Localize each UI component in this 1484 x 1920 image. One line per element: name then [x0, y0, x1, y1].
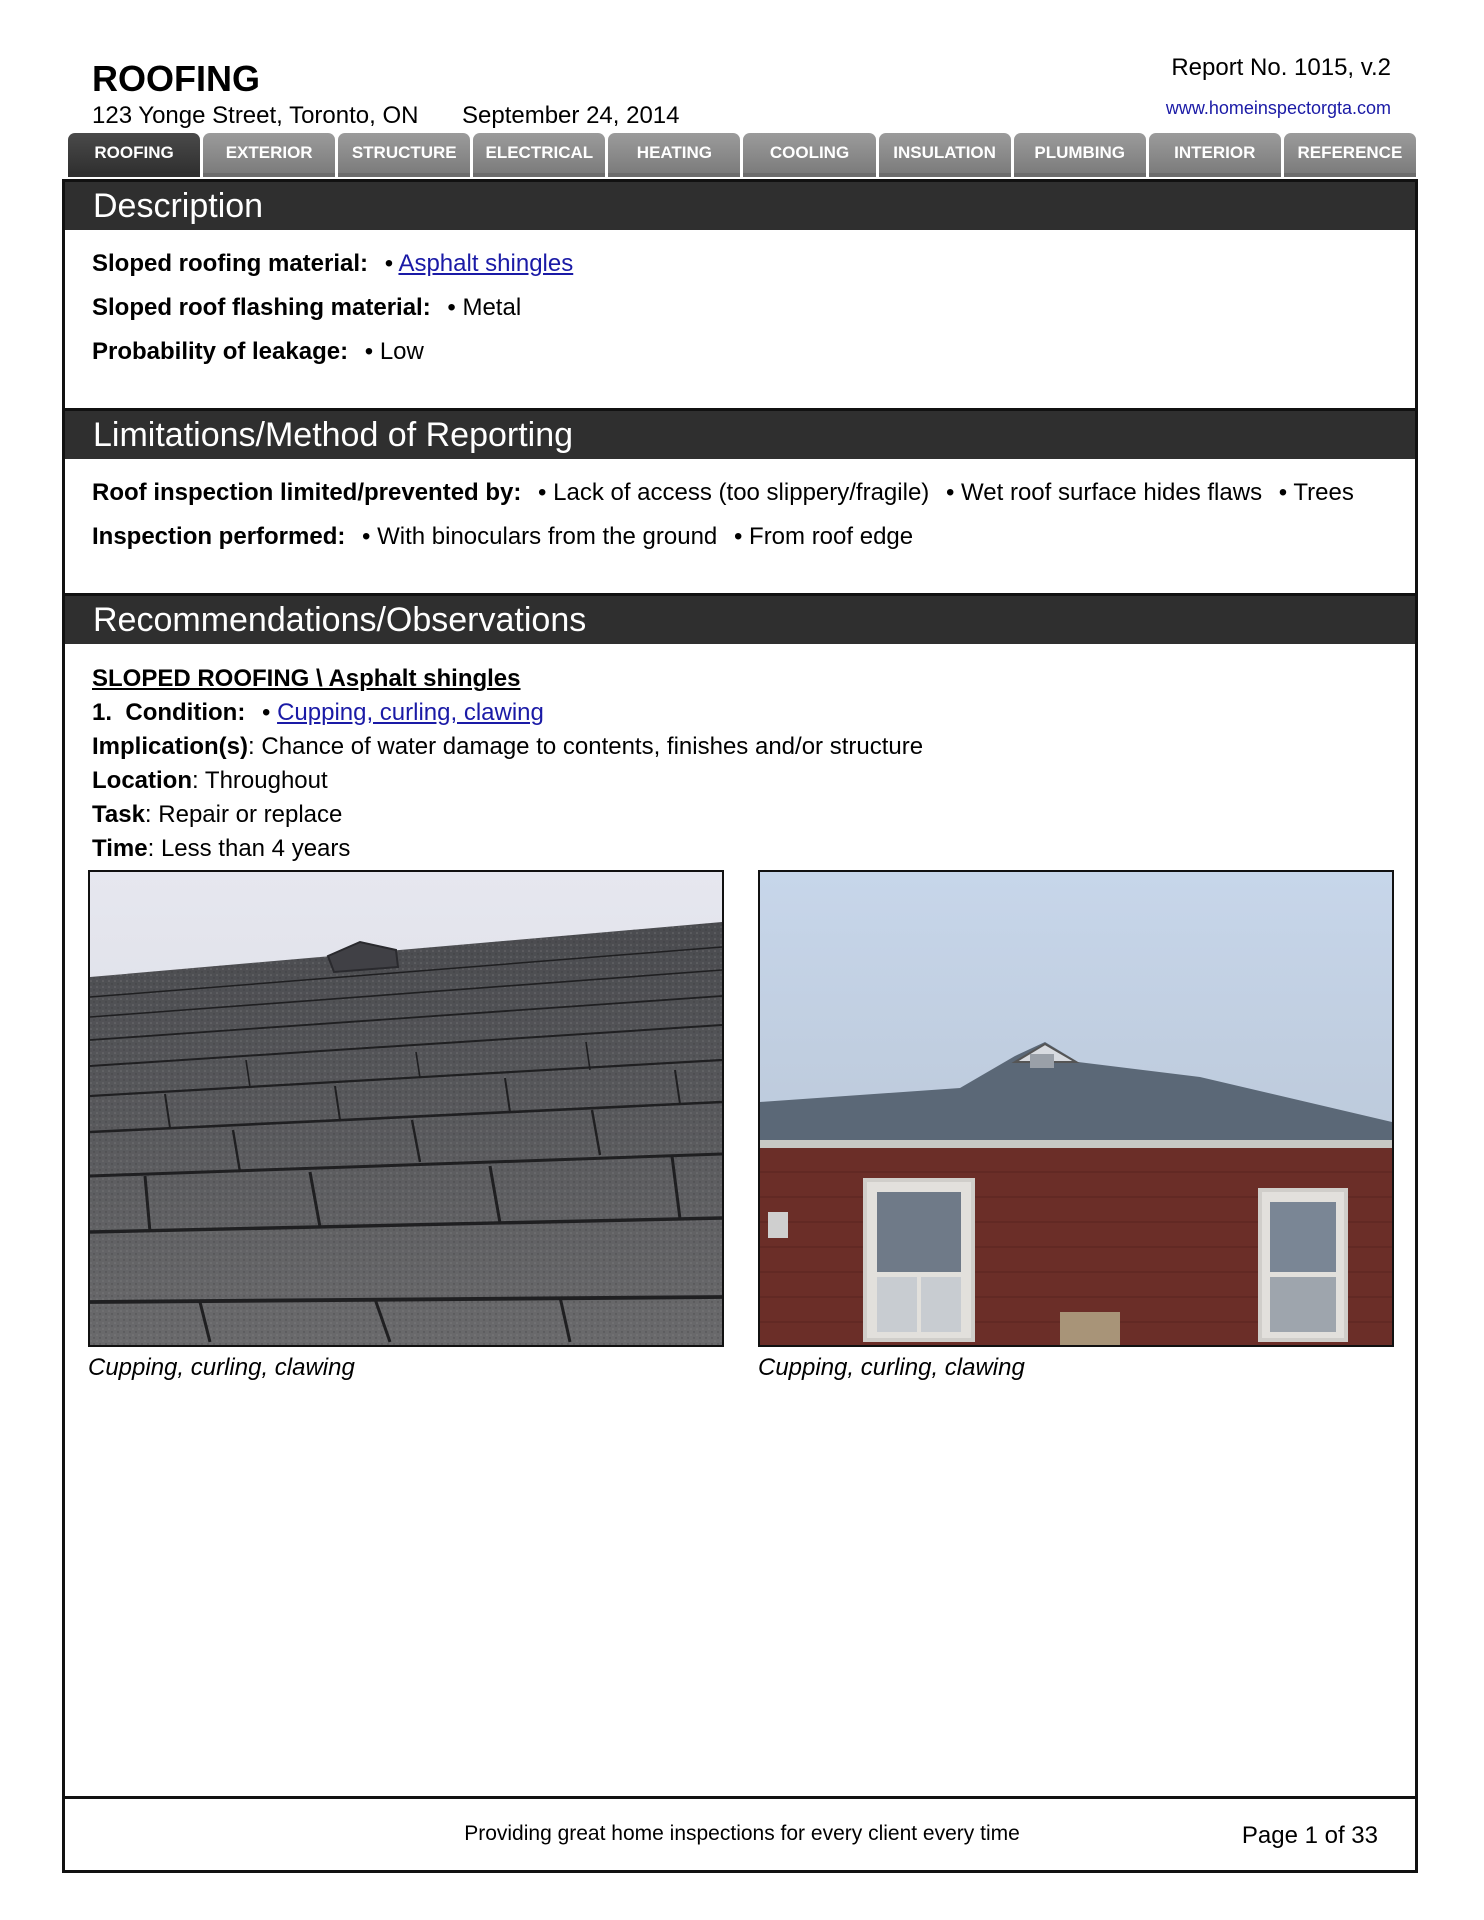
asphalt-shingles-link[interactable]: Asphalt shingles [398, 250, 574, 277]
footer-tagline: Providing great home inspections for every client every time [464, 1822, 1020, 1845]
bullet: • [945, 479, 955, 506]
description-row [92, 294, 521, 322]
task-value: Repair or replace [158, 801, 343, 828]
limitations-row [92, 523, 913, 551]
report-number: Report No. 1015, v.2 [1171, 54, 1391, 81]
location-value: Throughout [204, 767, 328, 794]
shingles-image [90, 872, 722, 1345]
location-label: Location [92, 767, 192, 794]
item-number: 1. [92, 699, 113, 726]
tab-cooling[interactable]: COOLING [743, 133, 875, 177]
row-label: Inspection performed: [92, 523, 346, 550]
tab-plumbing[interactable]: PLUMBING [1014, 133, 1146, 177]
implications-line: Implication(s): Chance of water damage to contents, finishes and/or structure [92, 733, 924, 760]
bullet: • [538, 479, 547, 506]
bullet: • [447, 294, 456, 321]
house-image [760, 872, 1392, 1345]
tab-heating[interactable]: HEATING [608, 133, 740, 177]
implications-value: Chance of water damage to contents, finishes and/or structure [261, 733, 924, 760]
recommendations-heading: Recommendations/Observations [65, 596, 1415, 644]
row-value: With binoculars from the ground [377, 523, 718, 550]
tab-reference[interactable]: REFERENCE [1284, 133, 1416, 177]
task-label: Task [92, 801, 145, 828]
condition-label: Condition: [125, 699, 246, 726]
photo-shingles-closeup[interactable] [88, 870, 724, 1347]
row-label: Sloped roofing material: [92, 250, 369, 277]
time-line: Time: Less than 4 years [92, 835, 351, 862]
tab-insulation[interactable]: INSULATION [879, 133, 1011, 177]
row-value: Metal [462, 294, 522, 321]
time-value: Less than 4 years [160, 835, 351, 862]
page-title: ROOFING [92, 58, 260, 99]
row-label: Sloped roof flashing material: [92, 294, 431, 321]
tab-interior[interactable]: INTERIOR [1149, 133, 1281, 177]
row-label: Probability of leakage: [92, 338, 349, 365]
row-value: Lack of access (too slippery/fragile) [553, 479, 930, 506]
row-value: Trees [1293, 479, 1354, 506]
bullet: • [261, 699, 271, 726]
photo-house-roofline[interactable] [758, 870, 1394, 1347]
bullet: • [364, 338, 374, 365]
tab-exterior[interactable]: EXTERIOR [203, 133, 335, 177]
tab-structure[interactable]: STRUCTURE [338, 133, 470, 177]
photo-caption: Cupping, curling, clawing [758, 1354, 1025, 1381]
website-link[interactable]: www.homeinspectorgta.com [1165, 98, 1391, 118]
time-label: Time [92, 835, 148, 862]
condition-link[interactable]: Cupping, curling, clawing [277, 699, 544, 726]
description-heading: Description [65, 182, 1415, 230]
location-line: Location: Throughout [92, 767, 328, 794]
row-value: Low [379, 338, 424, 365]
property-address: 123 Yonge Street, Toronto, ON [92, 102, 419, 129]
bullet: • [362, 523, 371, 550]
bullet: • [384, 250, 394, 277]
row-value: Wet roof surface hides flaws [961, 479, 1263, 506]
tab-electrical[interactable]: ELECTRICAL [473, 133, 605, 177]
row-label: Roof inspection limited/prevented by: [92, 479, 522, 506]
description-row [92, 338, 424, 366]
implications-label: Implication(s) [92, 733, 249, 760]
bullet: • [733, 523, 743, 550]
task-line: Task: Repair or replace [92, 801, 343, 828]
inspection-date: September 24, 2014 [462, 102, 680, 129]
limitations-heading: Limitations/Method of Reporting [65, 411, 1415, 459]
bullet: • [1278, 479, 1288, 506]
observation-subheading: SLOPED ROOFING \ Asphalt shingles [92, 665, 521, 692]
footer-divider [65, 1796, 1415, 1799]
tab-roofing[interactable]: ROOFING [68, 133, 200, 177]
observation-block [92, 662, 923, 866]
condition-line [92, 696, 923, 730]
page-number: Page 1 of 33 [1241, 1822, 1378, 1849]
photo-caption: Cupping, curling, clawing [88, 1354, 355, 1381]
row-value: From roof edge [749, 523, 914, 550]
limitations-row [92, 479, 1354, 507]
section-tabs [68, 133, 1416, 177]
description-row [92, 250, 573, 278]
